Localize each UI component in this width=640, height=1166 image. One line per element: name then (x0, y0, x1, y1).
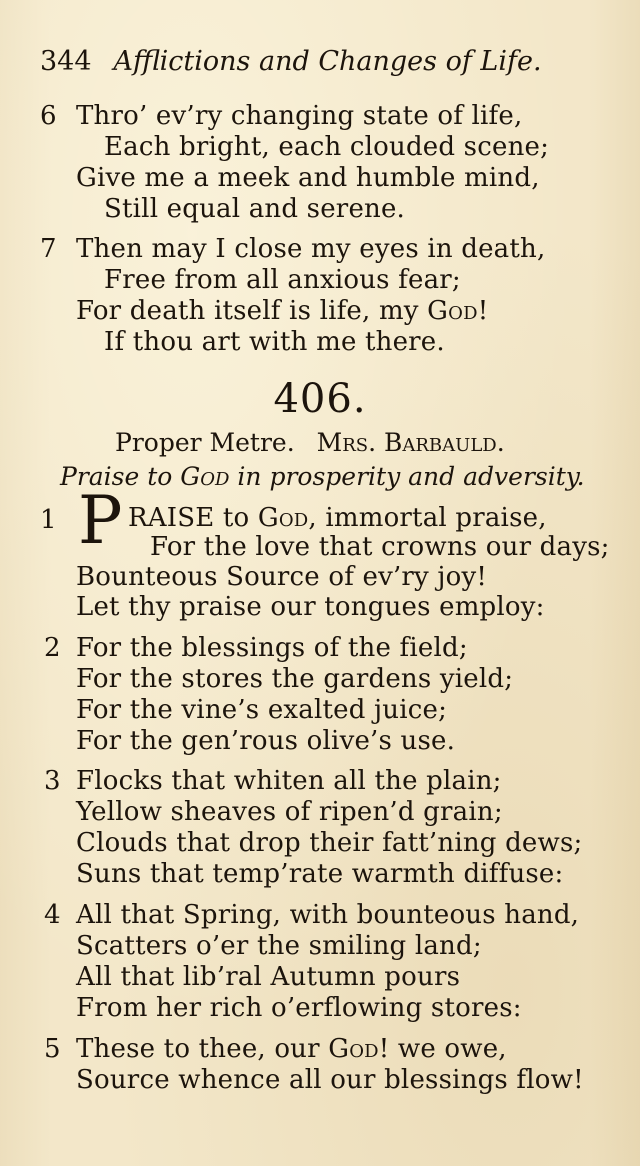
divine-name: God (180, 462, 230, 491)
verse-number: 6 (40, 101, 57, 131)
verse-line: From her rich o’erflowing stores: (76, 993, 522, 1023)
verse-number: 7 (40, 234, 57, 264)
verse-line: Yellow sheaves of ripen’d grain; (76, 797, 503, 827)
verse-line: All that Spring, with bounteous hand, (76, 900, 580, 930)
verse-line: Then may I close my eyes in death, (76, 234, 546, 264)
verse-number: 5 (44, 1034, 61, 1064)
verse-number: 3 (44, 766, 61, 796)
page-number: 344 (40, 46, 92, 77)
hymn-number: 406. (273, 376, 367, 422)
verse-line: Free from all anxious fear; (104, 265, 461, 295)
verse-line: Thro’ ev’ry changing state of life, (76, 101, 523, 131)
verse-line: For death itself is life, my God! (76, 296, 489, 326)
verse-line: All that lib’ral Autumn pours (76, 962, 461, 992)
running-title: Afflictions and Changes of Life. (113, 46, 542, 77)
verse-line: Let thy praise our tongues employ: (76, 592, 545, 622)
verse-line: RAISE to God, immortal praise, (128, 503, 547, 533)
running-header (40, 46, 542, 77)
hymn-subtitle: Praise to God in prosperity and adversity. (60, 462, 585, 491)
author: Mrs. Barbauld. (316, 428, 505, 457)
hymn-meter-line (115, 428, 505, 457)
verse-line: Source whence all our blessings flow! (76, 1065, 584, 1095)
meter: Proper Metre. (115, 428, 295, 457)
verse-line: Flocks that whiten all the plain; (76, 766, 502, 796)
verse-line: Bounteous Source of ev’ry joy! (76, 562, 488, 592)
verse-line: If thou art with me there. (104, 327, 445, 357)
verse-number: 2 (44, 633, 61, 663)
divine-name: God (427, 296, 478, 326)
verse-line: These to thee, our God! we owe, (76, 1034, 507, 1064)
verse-line: For the blessings of the field; (76, 633, 468, 663)
verse-line: Scatters o’er the smiling land; (76, 931, 482, 961)
divine-name: God (257, 503, 309, 533)
drop-cap: P (78, 482, 123, 559)
verse-line: For the stores the gardens yield; (76, 664, 514, 694)
verse-line: Each bright, each clouded scene; (104, 132, 550, 162)
verse-line: Clouds that drop their fatt’ning dews; (76, 828, 583, 858)
verse-number: 4 (44, 900, 61, 930)
verse-line: For the gen’rous olive’s use. (76, 726, 456, 756)
verse-line: Suns that temp’rate warmth diffuse: (76, 859, 564, 889)
verse-line: Give me a meek and humble mind, (76, 163, 540, 193)
verse-number: 1 (40, 505, 57, 535)
verse-line: For the vine’s exalted juice; (76, 695, 448, 725)
verse-line: For the love that crowns our days; (150, 532, 610, 562)
divine-name: God (328, 1034, 379, 1064)
verse-line: Still equal and serene. (104, 194, 406, 224)
